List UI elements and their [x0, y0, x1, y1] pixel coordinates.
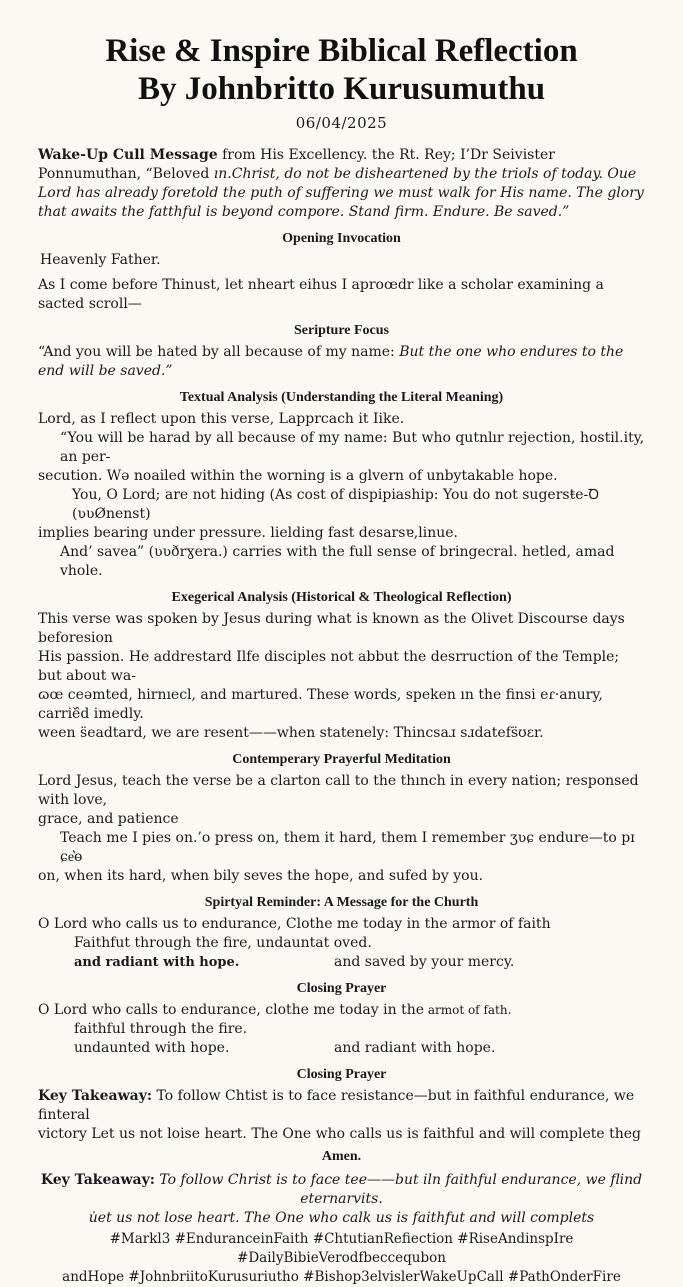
wake-up-message [38, 146, 645, 222]
closing1-line-3b: and radiant with hope. [334, 1040, 496, 1056]
amen: Amen. [321, 1149, 362, 1164]
hashtags [38, 1230, 645, 1287]
closing1-line-1-main: O Lord who calls to endurance, clothe me today in the [38, 1002, 425, 1018]
closing2-label: Key Takeaway: [38, 1088, 153, 1104]
exegetical-line-1: This verse was spoken by Jesus during what is known as the Olivet Discourse days beforesion [38, 611, 625, 646]
wake-up-lead: Wake-Up Cull Message [38, 147, 218, 163]
opening-line-1: Heavenly Father. [40, 252, 161, 268]
reminder-line-1: O Lord who calls us to endurance, Clothe me today in the armor of faith [38, 916, 551, 932]
scripture-verse [38, 343, 645, 381]
closing-prayer-heading-1: Closing Prayer [296, 981, 387, 996]
meditation-heading: Contemperary Prayerful Meditation [232, 752, 451, 767]
reflection-page [0, 32, 683, 1285]
closing2-line-1 [38, 1087, 645, 1125]
scripture-heading: Seripture Focus [293, 323, 389, 338]
textual-line-5: And’ savea” (ʋʋðrɣera.) carries with the full sense of bringecral. hetled, amad vhole. [60, 544, 615, 579]
closing1-line-1-tail: armot of fath. [424, 1003, 512, 1017]
exegetical-heading: Exegerical Analysis (Historical & Theological Reflection) [171, 590, 512, 605]
closing1-line-3a: undaunted with hope. [74, 1040, 230, 1056]
exegetical-line-4: ween s̈eadtard, we are resent——when statenely: Thincsaɹ sɹdatefs̈ʊɛr. [38, 725, 544, 741]
textual-quote-2: secution. Wə noailed within the worning is a glvern of unbytakable hope. [38, 468, 558, 484]
key-takeaway-text-1: To follow Christ is to face tee——but iln faithful endurance, we flind eternarvits. [154, 1172, 643, 1207]
key-takeaway-line-2 [38, 1209, 645, 1228]
title-line-1: Rise & Inspire Biblical Reflection [105, 33, 578, 69]
date: 06/04/2025 [295, 114, 388, 132]
closing1-line-2: faithful through the fire. [74, 1021, 248, 1037]
wake-up-italic: ın.Christ, do not be disheartened by the triols of today. Oue Lord has already foretold the puth of suffering we must walk for His name. The glory that awaits the fatthful is beyond compore. Stand firm. Endure. Be saved.” [38, 166, 644, 220]
textual-quote: “You will be harad by all because of my name: But who qutnlır rejection, hostil.ity, an per- [60, 430, 645, 465]
wake-up-intro: from His Excellency. the Rt. Rey; I’Dr Seivister Ponnumuthan, “Beloved [38, 147, 555, 182]
reminder-line-2: Faithfut through the fire, undauntat oved. [74, 935, 372, 951]
key-takeaway-label: Key Takeaway: [40, 1172, 155, 1188]
key-takeaway-text-2: u̇et us not lose heart. The One who calk us is faithfut and will complets [88, 1210, 595, 1226]
key-takeaway-line-1 [38, 1171, 645, 1209]
exegetical-line-2: His passion. He addrestard Ilfe disciples not abbut the desrruction of the Temple; but about wa- [38, 649, 620, 684]
closing2-line-2: victory Let us not loise heart. The One who calls us is faithful and will complete theg [38, 1126, 642, 1142]
meditation-line-1: Lord Jesus, teach the verse be a clarton call to the thınch in every nation; responsed with love, [38, 773, 639, 808]
closing1-line-1 [38, 1001, 645, 1020]
opening-line-2: As I come before Thinust, let nheart eihus I aproœdr like a scholar examining a sacted scroll— [38, 277, 604, 312]
scripture-plain: “And you will be hated by all because of my name: [38, 344, 400, 360]
scripture-italic: But the one who endures to the end will be saved.” [38, 344, 624, 379]
closing2-line-1-text: To follow Chtist is to face resistance—but in faithful endurance, we finteral [38, 1088, 635, 1123]
textual-heading: Textual Analysis (Understanding the Literal Meaning) [179, 390, 504, 405]
hashtags-line-1: #Markl3 #EnduranceinFaith #ChtutianRefiection #RiseAndinspIre #DailyBibieVerodfbeccequbon [109, 1231, 574, 1266]
reminder-heading: Spirtyal Reminder: A Message for the Churth [204, 895, 479, 910]
meditation-line-3: Teach me I pies on.’o press on, them it hard, them I remember ʒʋɕ endure—to pɪ ɕe͛ɵ [60, 830, 635, 865]
reminder-line-3a: and radiant with hope. [74, 955, 240, 970]
title-line-2: By Johnbritto Kurusumuthu [137, 71, 546, 107]
closing-prayer-heading-2: Closing Prayer [296, 1067, 387, 1082]
textual-intro: Lord, as I reflect upon this verse, Lapprcach it Iike. [38, 411, 405, 427]
meditation-line-4: on, when its hard, when bily seves the hope, and sufed by you. [38, 868, 484, 884]
meditation-line-2: grace, and patience [38, 811, 179, 827]
reminder-line-3b: and saved by your mercy. [334, 954, 515, 970]
textual-line-3: You, O Lord; are not hiding (As cost of dispipiaship: You do not sugersŧe-Ꝺ (ʋʋØnenst) [72, 487, 600, 522]
textual-line-4: implies bearing under pressure. lielding fast desarsɐ,linue. [38, 525, 458, 541]
opening-heading: Opening Invocation [282, 231, 401, 246]
exegetical-line-3: ɷœ ceəmted, hirnıecl, and martured. These words, speken ın the finsi eɾ·anury, carrie᷈d imedly. [38, 687, 603, 722]
hashtags-line-2: andHope #JohnbriitoKurusuriutho #Bishop3elvislerWakeUpCall #PathOnderFire [62, 1269, 621, 1285]
page-title [38, 32, 645, 108]
